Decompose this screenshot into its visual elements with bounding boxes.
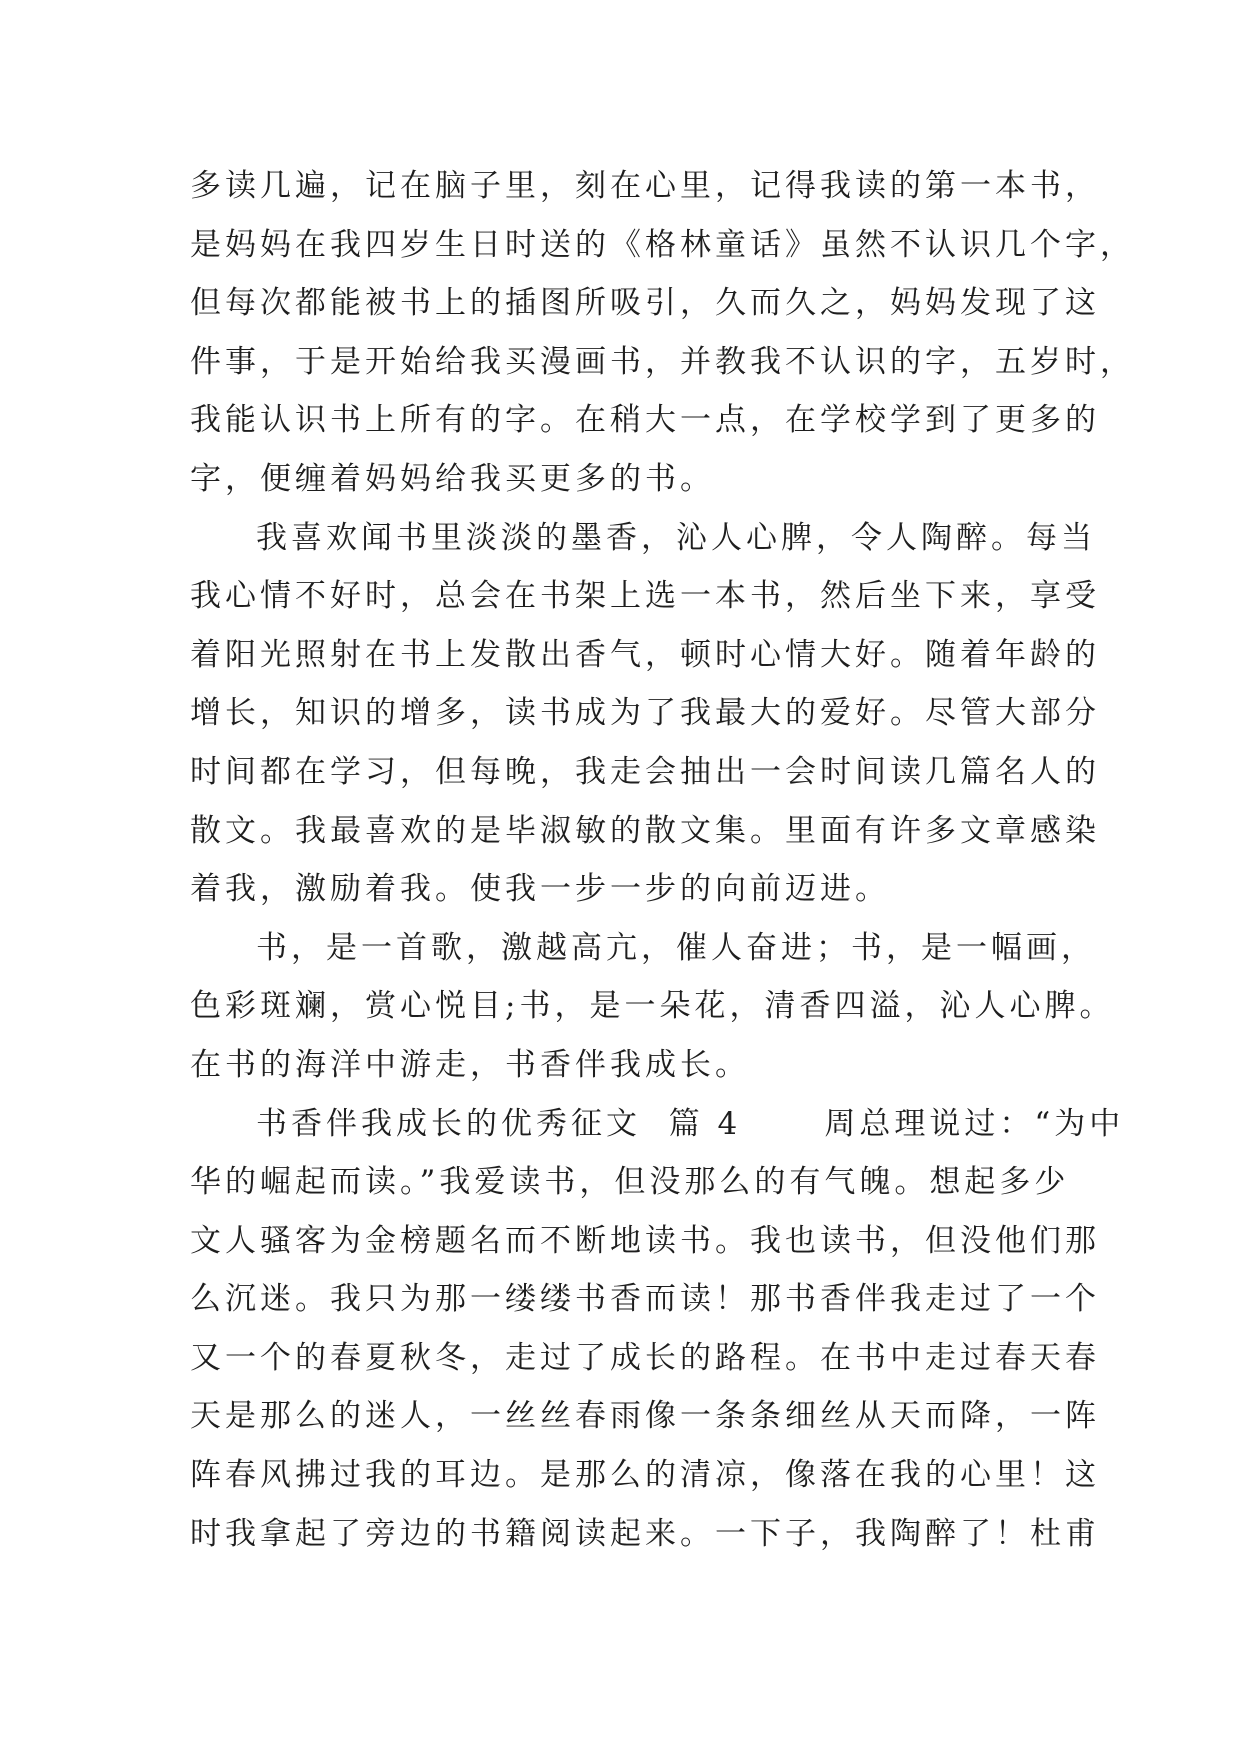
text-line: 么沉迷。我只为那一缕缕书香而读！那书香伴我走过了一个 <box>190 1281 1100 1318</box>
text-line: 时间都在学习，但每晚，我走会抽出一会时间读几篇名人的 <box>190 753 1100 790</box>
text-line: 着阳光照射在书上发散出香气，顿时心情大好。随着年龄的 <box>190 636 1100 673</box>
text-line: 我能认识书上所有的字。在稍大一点，在学校学到了更多的 <box>190 402 1100 439</box>
document-page <box>190 157 1135 1563</box>
text-line: 件事，于是开始给我买漫画书，并教我不认识的字，五岁时， <box>190 343 1135 380</box>
text-line: 增长，知识的增多，读书成为了我最大的爱好。尽管大部分 <box>190 695 1100 732</box>
paragraph-start-line: 书，是一首歌，激越高亢，催人奋进；书，是一幅画， <box>256 929 1096 966</box>
text-line: 但每次都能被书上的插图所吸引，久而久之，妈妈发现了这 <box>190 285 1100 322</box>
text-line: 字，便缠着妈妈给我买更多的书。 <box>190 460 715 497</box>
text-line: 华的崛起而读。”我爱读书，但没那么的有气魄。想起多少 <box>190 1164 1070 1201</box>
text-line: 天是那么的迷人，一丝丝春雨像一条条细丝从天而降，一阵 <box>190 1398 1100 1435</box>
text-line: 散文。我最喜欢的是毕淑敏的散文集。里面有许多文章感染 <box>190 812 1100 849</box>
text-line: 多读几遍，记在脑子里，刻在心里，记得我读的第一本书， <box>190 168 1100 204</box>
text-line: 是妈妈在我四岁生日时送的《格林童话》虽然不认识几个字， <box>190 226 1135 263</box>
text-line: 着我，激励着我。使我一步一步的向前迈进。 <box>190 871 890 908</box>
paragraph-start-line: 书香伴我成长的优秀征文 篇 4 周总理说过：“为中 <box>256 1105 1125 1142</box>
text-line: 时我拿起了旁边的书籍阅读起来。一下子，我陶醉了！杜甫 <box>190 1515 1100 1552</box>
text-line: 文人骚客为金榜题名而不断地读书。我也读书，但没他们那 <box>190 1222 1100 1259</box>
text-line: 阵春风拂过我的耳边。是那么的清凉，像落在我的心里！这 <box>190 1457 1100 1494</box>
text-line: 又一个的春夏秋冬，走过了成长的路程。在书中走过春天春 <box>190 1339 1100 1376</box>
text-line: 我心情不好时，总会在书架上选一本书，然后坐下来，享受 <box>190 578 1100 615</box>
text-line: 色彩斑斓，赏心悦目;书，是一朵花，清香四溢，沁人心脾。 <box>190 988 1115 1025</box>
paragraph-start-line: 我喜欢闻书里淡淡的墨香，沁人心脾，令人陶醉。每当 <box>256 519 1096 556</box>
text-line: 在书的海洋中游走，书香伴我成长。 <box>190 1046 750 1083</box>
